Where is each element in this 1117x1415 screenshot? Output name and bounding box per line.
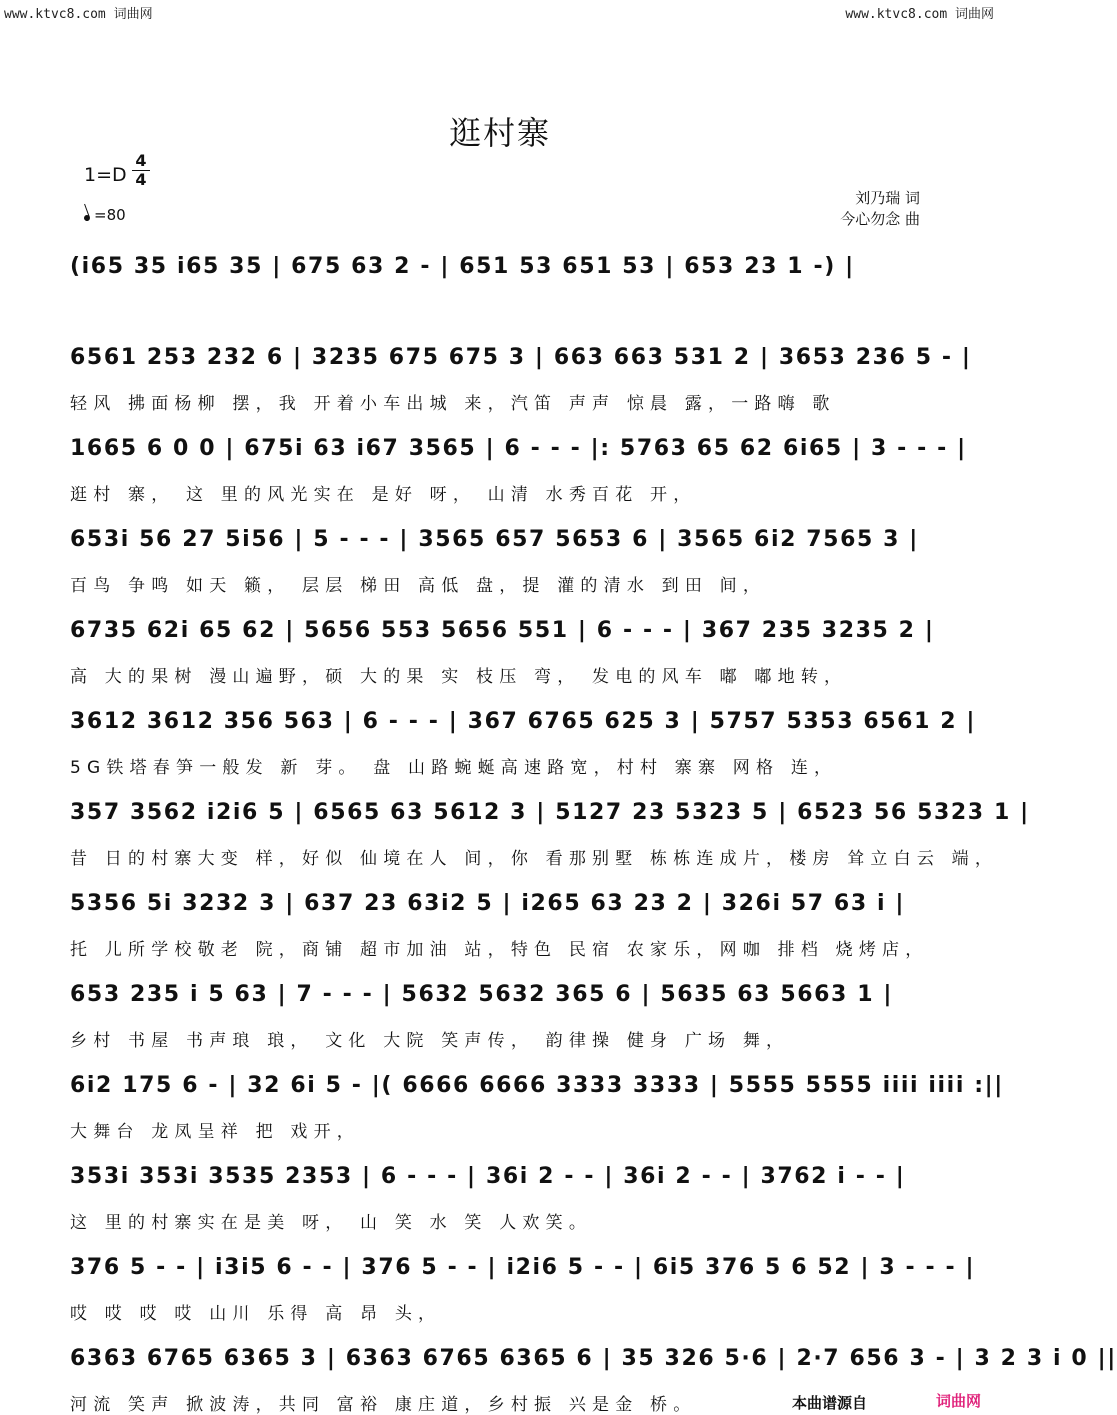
site-logo: 词曲网 xyxy=(936,1392,982,1410)
notation-line: 653i 56 27 5i56 | 5 - - - | 3565 657 5653 6 | 3565 6i2 7565 3 | xyxy=(70,527,919,552)
notation-line: 353i 353i 3535 2353 | 6 - - - | 36i 2 - - | 36i 2 - - | 3762 i - - | xyxy=(70,1164,906,1189)
lyric-line: 百鸟 争鸣 如天 籁， 层层 梯田 高低 盘，提 灌的清水 到田 间， xyxy=(70,576,767,596)
notation-line: 6735 62i 65 62 | 5656 553 5656 551 | 6 - - - | 367 235 3235 2 | xyxy=(70,618,935,643)
notation-line: 1665 6 0 0 | 675i 63 i67 3565 | 6 - - - |: 5763 65 62 6i65 | 3 - - - | xyxy=(70,436,967,461)
lyric-line: 这 里的村寨实在是美 呀， 山 笑 水 笑 人欢笑。 xyxy=(70,1213,593,1233)
notation-line: 6i2 175 6 - | 32 6i 5 - |( 6666 6666 3333 3333 | 5555 5555 iiii iiii :|| xyxy=(70,1073,1004,1098)
lyric-line: 托 儿所学校敬老 院，商铺 超市加油 站，特色 民宿 农家乐，网咖 排档 烧烤店， xyxy=(70,940,929,960)
lyric-line: 昔 日的村寨大变 样，好似 仙境在人 间，你 看那别墅 栋栋连成片，楼房 耸立白云 端， xyxy=(70,849,999,869)
lyric-line: 大舞台 龙凤呈祥 把 戏开， xyxy=(70,1122,361,1142)
lyric-line: 轻风 拂面杨柳 摆，我 开着小车出城 来，汽笛 声声 惊晨 露，一路嗨 歌 xyxy=(70,394,836,414)
notation-line: 6363 6765 6365 3 | 6363 6765 6365 6 | 35 326 5·6 | 2·7 656 3 - | 3 2 3 i 0 || xyxy=(70,1346,1117,1371)
lyric-line: 哎 哎 哎 哎 山川 乐得 高 昂 头， xyxy=(70,1304,442,1324)
key-signature: 1=D xyxy=(84,164,127,186)
notation-line: 653 235 i 5 63 | 7 - - - | 5632 5632 365 6 | 5635 63 5663 1 | xyxy=(70,982,894,1007)
lyric-line: 5G铁塔春笋一般发 新 芽。 盘 山路蜿蜒高速路宽，村村 寨寨 网格 连， xyxy=(70,758,838,778)
notation-line: 5356 5i 3232 3 | 637 23 63i2 5 | i265 63 23 2 | 326i 57 63 i | xyxy=(70,891,906,916)
tempo-marking xyxy=(84,206,126,224)
tempo-value: =80 xyxy=(94,206,126,224)
song-title: 逛村寨 xyxy=(448,114,551,152)
quarter-note-icon xyxy=(83,214,91,222)
lyric-line: 乡村 书屋 书声琅 琅， 文化 大院 笑声传， 韵律操 健身 广场 舞， xyxy=(70,1031,790,1051)
time-sig-bottom: 4 xyxy=(132,170,150,189)
notation-line: 6561 253 232 6 | 3235 675 675 3 | 663 663 531 2 | 3653 236 5 - | xyxy=(70,345,972,370)
notation-line: 3612 3612 356 563 | 6 - - - | 367 6765 625 3 | 5757 5353 6561 2 | xyxy=(70,709,977,734)
time-sig-top: 4 xyxy=(135,151,147,170)
lyric-line: 高 大的果树 漫山遍野，硕 大的果 实 枝压 弯， 发电的风车 嘟 嘟地转， xyxy=(70,667,848,687)
lyric-line: 河流 笑声 掀波涛，共同 富裕 康庄道，乡村振 兴是金 桥。 xyxy=(70,1395,697,1415)
lyric-line: 逛村 寨， 这 里的风光实在 是好 呀， 山清 水秀百花 开， xyxy=(70,485,697,505)
notation-line: 376 5 - - | i3i5 6 - - | 376 5 - - | i2i6 5 - - | 6i5 376 5 6 52 | 3 - - - | xyxy=(70,1255,976,1280)
lyricist-credit: 刘乃瑞 词 xyxy=(855,189,920,207)
composer-credit: 今心勿念 曲 xyxy=(840,210,920,228)
time-signature xyxy=(132,152,150,189)
source-note: 本曲谱源自 xyxy=(792,1394,868,1412)
credits xyxy=(840,188,920,230)
notation-line: 357 3562 i2i6 5 | 6565 63 5612 3 | 5127 23 5323 5 | 6523 56 5323 1 | xyxy=(70,800,1030,825)
notation-line: (i65 35 i65 35 | 675 63 2 - | 651 53 651 53 | 653 23 1 -) | xyxy=(70,254,855,279)
watermark-left: www.ktvc8.com 词曲网 xyxy=(4,7,153,22)
watermark-right: www.ktvc8.com 词曲网 xyxy=(845,7,994,22)
